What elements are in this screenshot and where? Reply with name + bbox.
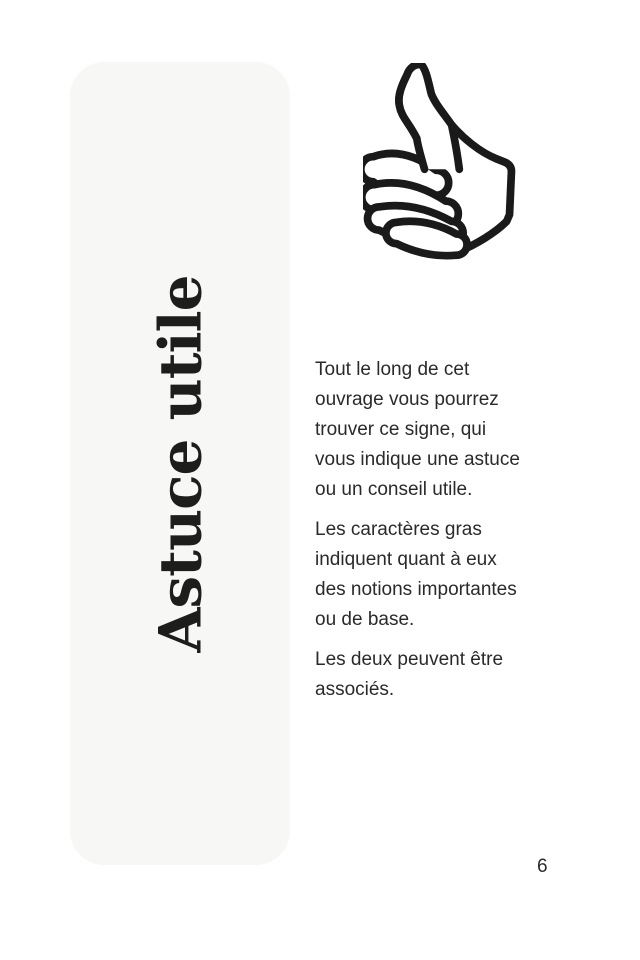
paragraph [315,645,560,705]
thumbs-up-icon [363,63,516,261]
text-line: ouvrage vous pourrez [315,389,499,410]
text-line: ou un conseil utile. [315,479,473,500]
text-line: vous indique une astuce [315,449,520,470]
text-line: indiquent quant à eux [315,549,497,570]
paragraph [315,515,560,635]
text-line: trouver ce signe, qui [315,419,487,440]
page-number: 6 [537,856,548,877]
text-line: des notions importantes [315,579,517,600]
text-line: ou de base. [315,609,415,630]
text-line: Les deux peuvent être [315,649,504,670]
body-text [315,355,560,715]
text-line: Tout le long de cet [315,359,470,380]
paragraph [315,355,560,505]
text-line: associés. [315,679,395,700]
text-line: Les caractères gras [315,519,482,540]
panel-title: Astuce utile [146,275,215,652]
astuce-panel [70,62,290,865]
